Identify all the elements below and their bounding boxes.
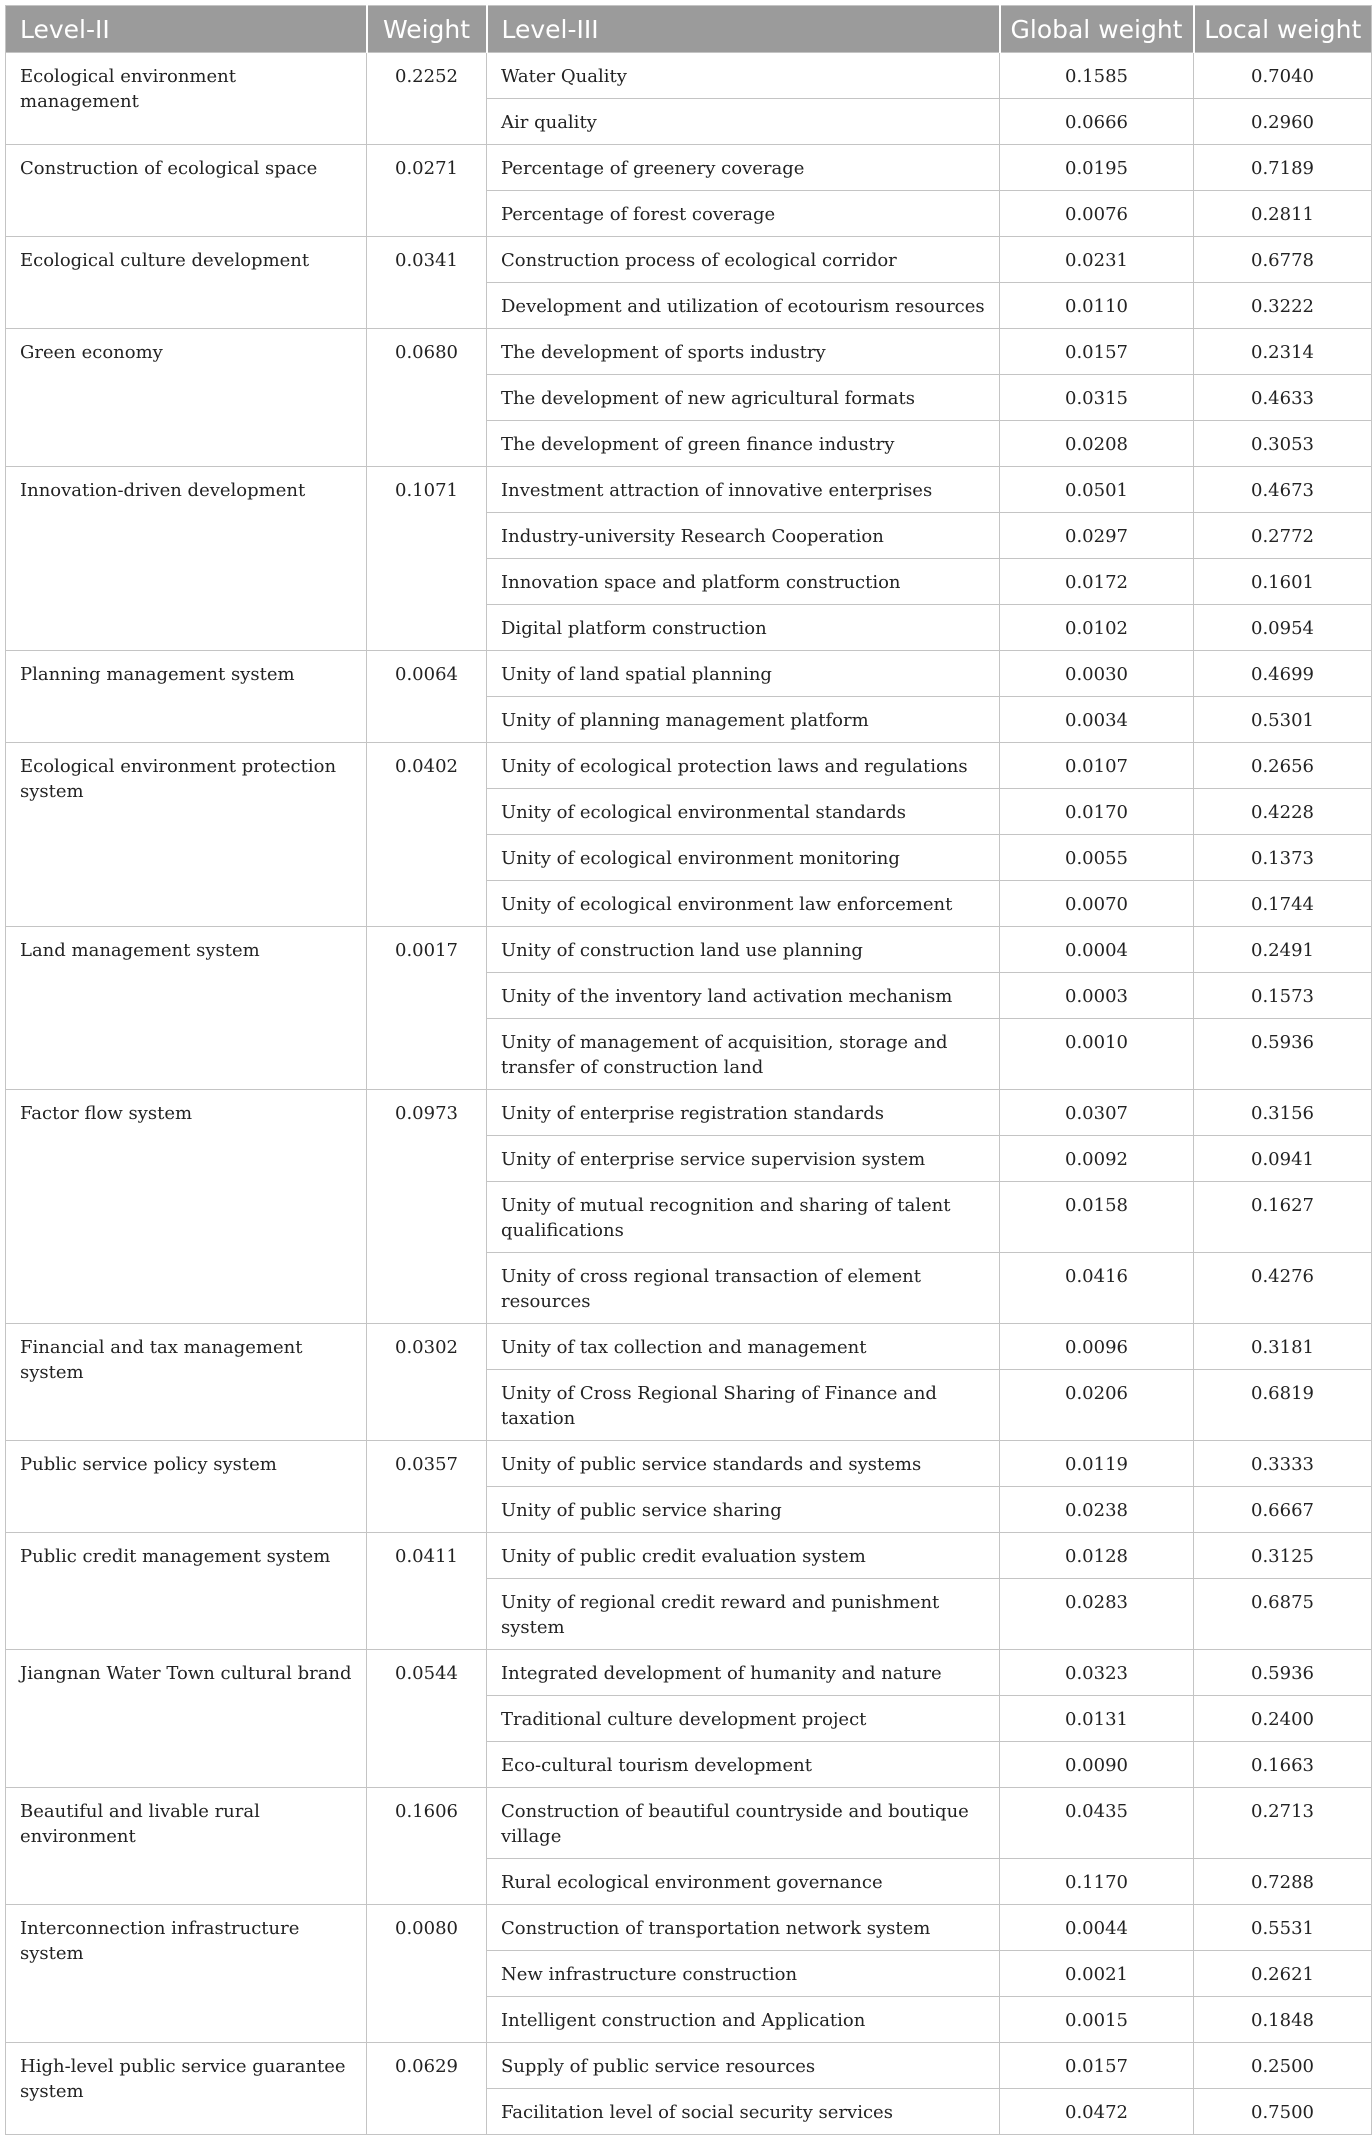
global-weight-cell: 0.0238 [1000, 1487, 1194, 1533]
global-weight-cell: 0.0055 [1000, 835, 1194, 881]
global-weight-cell: 0.1170 [1000, 1859, 1194, 1905]
level-iii-cell: Facilitation level of social security services [487, 2089, 1000, 2135]
level-iii-cell: Investment attraction of innovative enterprises [487, 467, 1000, 513]
global-weight-cell: 0.0157 [1000, 2043, 1194, 2089]
global-weight-cell: 0.0208 [1000, 421, 1194, 467]
local-weight-cell: 0.2713 [1194, 1788, 1372, 1859]
global-weight-cell: 0.0076 [1000, 191, 1194, 237]
global-weight-cell: 0.0010 [1000, 1019, 1194, 1090]
level-iii-cell: Integrated development of humanity and nature [487, 1650, 1000, 1696]
level-ii-cell: Interconnection infrastructure system [6, 1905, 367, 2043]
table-row [6, 53, 1372, 99]
level-ii-cell: Jiangnan Water Town cultural brand [6, 1650, 367, 1788]
table-row [6, 2043, 1372, 2089]
local-weight-cell: 0.4228 [1194, 789, 1372, 835]
level-iii-cell: Construction of beautiful countryside and boutique village [487, 1788, 1000, 1859]
weight-cell: 0.0017 [367, 927, 487, 1090]
level-iii-cell: Innovation space and platform construction [487, 559, 1000, 605]
level-iii-cell: Unity of ecological environment monitoring [487, 835, 1000, 881]
global-weight-cell: 0.0107 [1000, 743, 1194, 789]
level-iii-cell: New infrastructure construction [487, 1951, 1000, 1997]
table-row [6, 743, 1372, 789]
global-weight-cell: 0.0034 [1000, 697, 1194, 743]
table-body [6, 53, 1372, 2135]
local-weight-cell: 0.7189 [1194, 145, 1372, 191]
level-iii-cell: Unity of public service standards and systems [487, 1441, 1000, 1487]
level-iii-cell: Air quality [487, 99, 1000, 145]
weight-cell: 0.0411 [367, 1533, 487, 1650]
global-weight-cell: 0.0044 [1000, 1905, 1194, 1951]
level-iii-cell: Unity of planning management platform [487, 697, 1000, 743]
local-weight-cell: 0.2400 [1194, 1696, 1372, 1742]
table-row [6, 1090, 1372, 1136]
global-weight-cell: 0.0283 [1000, 1579, 1194, 1650]
header-global-weight: Global weight [1000, 6, 1194, 53]
header-level-iii: Level-III [487, 6, 1000, 53]
level-iii-cell: Industry-university Research Cooperation [487, 513, 1000, 559]
local-weight-cell: 0.3053 [1194, 421, 1372, 467]
global-weight-cell: 0.0090 [1000, 1742, 1194, 1788]
level-iii-cell: Water Quality [487, 53, 1000, 99]
local-weight-cell: 0.1573 [1194, 973, 1372, 1019]
level-iii-cell: Development and utilization of ecotourism resources [487, 283, 1000, 329]
weight-cell: 0.0973 [367, 1090, 487, 1324]
level-ii-cell: Public service policy system [6, 1441, 367, 1533]
local-weight-cell: 0.4633 [1194, 375, 1372, 421]
table-row [6, 1324, 1372, 1370]
global-weight-cell: 0.0102 [1000, 605, 1194, 651]
level-iii-cell: The development of green finance industry [487, 421, 1000, 467]
level-iii-cell: Unity of cross regional transaction of element resources [487, 1253, 1000, 1324]
local-weight-cell: 0.1373 [1194, 835, 1372, 881]
global-weight-cell: 0.0472 [1000, 2089, 1194, 2135]
table-row [6, 467, 1372, 513]
table-row [6, 927, 1372, 973]
global-weight-cell: 0.0231 [1000, 237, 1194, 283]
local-weight-cell: 0.3125 [1194, 1533, 1372, 1579]
header-local-weight: Local weight [1194, 6, 1372, 53]
local-weight-cell: 0.4673 [1194, 467, 1372, 513]
level-ii-cell: Ecological environment management [6, 53, 367, 145]
weight-cell: 0.0271 [367, 145, 487, 237]
global-weight-cell: 0.0195 [1000, 145, 1194, 191]
level-ii-cell: Public credit management system [6, 1533, 367, 1650]
level-ii-cell: Financial and tax management system [6, 1324, 367, 1441]
global-weight-cell: 0.0170 [1000, 789, 1194, 835]
local-weight-cell: 0.4699 [1194, 651, 1372, 697]
level-iii-cell: Rural ecological environment governance [487, 1859, 1000, 1905]
global-weight-cell: 0.0315 [1000, 375, 1194, 421]
level-ii-cell: Land management system [6, 927, 367, 1090]
global-weight-cell: 0.0128 [1000, 1533, 1194, 1579]
level-iii-cell: Construction of transportation network system [487, 1905, 1000, 1951]
level-ii-cell: Construction of ecological space [6, 145, 367, 237]
local-weight-cell: 0.2621 [1194, 1951, 1372, 1997]
global-weight-cell: 0.0119 [1000, 1441, 1194, 1487]
weight-cell: 0.0544 [367, 1650, 487, 1788]
local-weight-cell: 0.3333 [1194, 1441, 1372, 1487]
level-iii-cell: Unity of management of acquisition, storage and transfer of construction land [487, 1019, 1000, 1090]
table-row [6, 1650, 1372, 1696]
level-iii-cell: Unity of regional credit reward and punishment system [487, 1579, 1000, 1650]
local-weight-cell: 0.4276 [1194, 1253, 1372, 1324]
local-weight-cell: 0.5936 [1194, 1019, 1372, 1090]
table-row [6, 329, 1372, 375]
level-iii-cell: Unity of the inventory land activation mechanism [487, 973, 1000, 1019]
global-weight-cell: 0.0092 [1000, 1136, 1194, 1182]
global-weight-cell: 0.0015 [1000, 1997, 1194, 2043]
level-ii-cell: Ecological culture development [6, 237, 367, 329]
global-weight-cell: 0.0666 [1000, 99, 1194, 145]
weight-cell: 0.0064 [367, 651, 487, 743]
level-iii-cell: Percentage of forest coverage [487, 191, 1000, 237]
global-weight-cell: 0.0030 [1000, 651, 1194, 697]
weights-table [5, 5, 1372, 2135]
weight-cell: 0.0302 [367, 1324, 487, 1441]
weight-cell: 0.1071 [367, 467, 487, 651]
level-ii-cell: High-level public service guarantee system [6, 2043, 367, 2135]
level-iii-cell: Digital platform construction [487, 605, 1000, 651]
local-weight-cell: 0.6778 [1194, 237, 1372, 283]
local-weight-cell: 0.3222 [1194, 283, 1372, 329]
level-iii-cell: Unity of public service sharing [487, 1487, 1000, 1533]
local-weight-cell: 0.7288 [1194, 1859, 1372, 1905]
weight-cell: 0.0341 [367, 237, 487, 329]
local-weight-cell: 0.6667 [1194, 1487, 1372, 1533]
weight-cell: 0.2252 [367, 53, 487, 145]
global-weight-cell: 0.0110 [1000, 283, 1194, 329]
global-weight-cell: 0.0435 [1000, 1788, 1194, 1859]
global-weight-cell: 0.0096 [1000, 1324, 1194, 1370]
local-weight-cell: 0.1744 [1194, 881, 1372, 927]
local-weight-cell: 0.3156 [1194, 1090, 1372, 1136]
local-weight-cell: 0.2314 [1194, 329, 1372, 375]
local-weight-cell: 0.7500 [1194, 2089, 1372, 2135]
level-iii-cell: Unity of ecological environmental standards [487, 789, 1000, 835]
local-weight-cell: 0.2811 [1194, 191, 1372, 237]
global-weight-cell: 0.0501 [1000, 467, 1194, 513]
header-weight: Weight [367, 6, 487, 53]
table-row [6, 651, 1372, 697]
local-weight-cell: 0.5936 [1194, 1650, 1372, 1696]
weight-cell: 0.1606 [367, 1788, 487, 1905]
global-weight-cell: 0.0070 [1000, 881, 1194, 927]
global-weight-cell: 0.0131 [1000, 1696, 1194, 1742]
local-weight-cell: 0.1848 [1194, 1997, 1372, 2043]
local-weight-cell: 0.2491 [1194, 927, 1372, 973]
global-weight-cell: 0.0416 [1000, 1253, 1194, 1324]
level-iii-cell: Unity of construction land use planning [487, 927, 1000, 973]
table-row [6, 1905, 1372, 1951]
global-weight-cell: 0.0003 [1000, 973, 1194, 1019]
local-weight-cell: 0.2656 [1194, 743, 1372, 789]
table-row [6, 1441, 1372, 1487]
global-weight-cell: 0.0158 [1000, 1182, 1194, 1253]
level-ii-cell: Ecological environment protection system [6, 743, 367, 927]
local-weight-cell: 0.2772 [1194, 513, 1372, 559]
table-row [6, 1533, 1372, 1579]
local-weight-cell: 0.1663 [1194, 1742, 1372, 1788]
level-iii-cell: Unity of enterprise service supervision system [487, 1136, 1000, 1182]
weight-cell: 0.0080 [367, 1905, 487, 2043]
local-weight-cell: 0.1601 [1194, 559, 1372, 605]
header-row [6, 6, 1372, 53]
level-iii-cell: The development of sports industry [487, 329, 1000, 375]
level-iii-cell: Eco-cultural tourism development [487, 1742, 1000, 1788]
table-row [6, 145, 1372, 191]
global-weight-cell: 0.0021 [1000, 1951, 1194, 1997]
local-weight-cell: 0.2500 [1194, 2043, 1372, 2089]
global-weight-cell: 0.1585 [1000, 53, 1194, 99]
global-weight-cell: 0.0157 [1000, 329, 1194, 375]
local-weight-cell: 0.6875 [1194, 1579, 1372, 1650]
level-ii-cell: Planning management system [6, 651, 367, 743]
level-iii-cell: The development of new agricultural formats [487, 375, 1000, 421]
level-iii-cell: Unity of tax collection and management [487, 1324, 1000, 1370]
weight-cell: 0.0402 [367, 743, 487, 927]
level-ii-cell: Green economy [6, 329, 367, 467]
global-weight-cell: 0.0206 [1000, 1370, 1194, 1441]
level-iii-cell: Supply of public service resources [487, 2043, 1000, 2089]
weight-cell: 0.0629 [367, 2043, 487, 2135]
global-weight-cell: 0.0323 [1000, 1650, 1194, 1696]
level-iii-cell: Unity of ecological protection laws and regulations [487, 743, 1000, 789]
level-iii-cell: Unity of land spatial planning [487, 651, 1000, 697]
level-iii-cell: Unity of ecological environment law enforcement [487, 881, 1000, 927]
local-weight-cell: 0.6819 [1194, 1370, 1372, 1441]
level-iii-cell: Percentage of greenery coverage [487, 145, 1000, 191]
local-weight-cell: 0.0941 [1194, 1136, 1372, 1182]
level-ii-cell: Innovation-driven development [6, 467, 367, 651]
global-weight-cell: 0.0004 [1000, 927, 1194, 973]
weight-cell: 0.0680 [367, 329, 487, 467]
table-header [6, 6, 1372, 53]
level-iii-cell: Construction process of ecological corridor [487, 237, 1000, 283]
level-iii-cell: Unity of public credit evaluation system [487, 1533, 1000, 1579]
table-row [6, 1788, 1372, 1859]
level-iii-cell: Unity of mutual recognition and sharing of talent qualifications [487, 1182, 1000, 1253]
local-weight-cell: 0.1627 [1194, 1182, 1372, 1253]
global-weight-cell: 0.0307 [1000, 1090, 1194, 1136]
level-iii-cell: Intelligent construction and Application [487, 1997, 1000, 2043]
local-weight-cell: 0.3181 [1194, 1324, 1372, 1370]
level-iii-cell: Traditional culture development project [487, 1696, 1000, 1742]
level-ii-cell: Factor flow system [6, 1090, 367, 1324]
local-weight-cell: 0.5301 [1194, 697, 1372, 743]
level-iii-cell: Unity of Cross Regional Sharing of Finance and taxation [487, 1370, 1000, 1441]
local-weight-cell: 0.0954 [1194, 605, 1372, 651]
table-row [6, 237, 1372, 283]
level-ii-cell: Beautiful and livable rural environment [6, 1788, 367, 1905]
local-weight-cell: 0.7040 [1194, 53, 1372, 99]
global-weight-cell: 0.0297 [1000, 513, 1194, 559]
level-iii-cell: Unity of enterprise registration standards [487, 1090, 1000, 1136]
weight-cell: 0.0357 [367, 1441, 487, 1533]
local-weight-cell: 0.5531 [1194, 1905, 1372, 1951]
header-level-ii: Level-II [6, 6, 367, 53]
global-weight-cell: 0.0172 [1000, 559, 1194, 605]
local-weight-cell: 0.2960 [1194, 99, 1372, 145]
